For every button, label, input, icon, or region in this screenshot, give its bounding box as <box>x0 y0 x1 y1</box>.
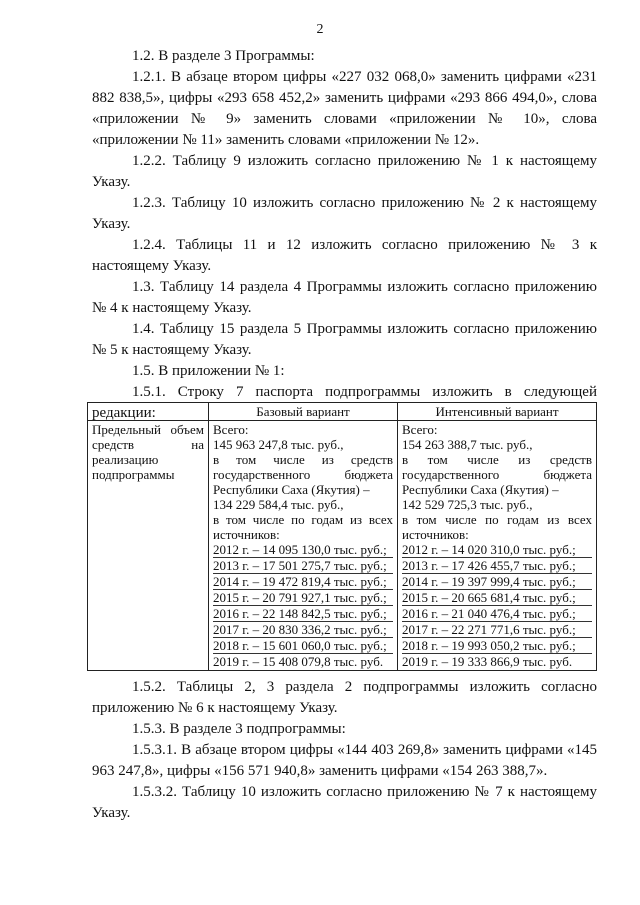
header-base-variant: Базовый вариант <box>209 403 398 421</box>
paragraph-1-2-4: 1.2.4. Таблицы 11 и 12 изложить согласно приложению № 3 к настоящему Указу. <box>92 237 597 274</box>
base-total-label: Всего: <box>213 422 249 437</box>
base-incl: в том числе из средств государственного бюджета Республики Саха (Якутия) – <box>213 452 393 497</box>
paragraph-1-2-3: 1.2.3. Таблицу 10 изложить согласно приложению № 2 к настоящему Указу. <box>92 195 597 232</box>
intensive-by-years: в том числе по годам из всех источников: <box>402 512 592 542</box>
passport-table <box>87 402 597 671</box>
paragraph-1-5-1: 1.5.1. Строку 7 паспорта подпрограммы изложить в следующей редакции: <box>92 384 597 421</box>
row-label-cell <box>88 421 209 671</box>
row-label: Предельный объем средств на реализацию подпрограммы <box>92 422 204 482</box>
header-empty-cell <box>88 403 209 421</box>
page-number: 2 <box>316 22 324 37</box>
paragraph-1-4: 1.4. Таблицу 15 раздела 5 Программы изложить согласно приложению № 5 к настоящему Указу. <box>92 321 597 358</box>
upper-text-block <box>92 46 597 424</box>
paragraph-1-2-2: 1.2.2. Таблицу 9 изложить согласно приложению № 1 к настоящему Указу. <box>92 153 597 190</box>
paragraph-1-2: 1.2. В разделе 3 Программы: <box>132 48 315 64</box>
intensive-variant-cell <box>398 421 597 671</box>
intensive-total-label: Всего: <box>402 422 438 437</box>
paragraph-1-5-3-2: 1.5.3.2. Таблицу 10 изложить согласно приложению № 7 к настоящему Указу. <box>92 784 597 821</box>
base-year-2019: 2019 г. – 15 408 079,8 тыс. руб. <box>213 654 384 669</box>
paragraph-1-5: 1.5. В приложении № 1: <box>132 363 285 379</box>
paragraph-1-5-3-1: 1.5.3.1. В абзаце втором цифры «144 403 269,8» заменить цифрами «145 963 247,8», цифры «156 571 940,8» заменить цифрами «154 263 388,7». <box>92 742 597 779</box>
base-year-2015: 2015 г. – 20 791 927,1 тыс. руб.; <box>213 590 393 606</box>
paragraph-1-5-2: 1.5.2. Таблицы 2, 3 раздела 2 подпрограммы изложить согласно приложению № 6 к настоящему Указу. <box>92 679 597 716</box>
base-year-2012: 2012 г. – 14 095 130,0 тыс. руб.; <box>213 542 393 558</box>
intensive-year-2016: 2016 г. – 21 040 476,4 тыс. руб.; <box>402 606 592 622</box>
intensive-year-2019: 2019 г. – 19 333 866,9 тыс. руб. <box>402 654 573 669</box>
intensive-year-2017: 2017 г. – 22 271 771,6 тыс. руб.; <box>402 622 592 638</box>
base-year-2013: 2013 г. – 17 501 275,7 тыс. руб.; <box>213 558 393 574</box>
paragraph-1-5-3: 1.5.3. В разделе 3 подпрограммы: <box>132 721 346 737</box>
lower-text-block <box>92 677 597 824</box>
intensive-year-2013: 2013 г. – 17 426 455,7 тыс. руб.; <box>402 558 592 574</box>
table-header-row <box>88 403 597 421</box>
base-variant-cell <box>209 421 398 671</box>
base-year-2014: 2014 г. – 19 472 819,4 тыс. руб.; <box>213 574 393 590</box>
intensive-incl: в том числе из средств государственного бюджета Республики Саха (Якутия) – <box>402 452 592 497</box>
base-budget: 134 229 584,4 тыс. руб., <box>213 497 344 512</box>
intensive-total: 154 263 388,7 тыс. руб., <box>402 437 533 452</box>
table-row <box>88 421 597 671</box>
intensive-year-2018: 2018 г. – 19 993 050,2 тыс. руб.; <box>402 638 592 654</box>
header-intensive-variant: Интенсивный вариант <box>398 403 597 421</box>
base-year-2018: 2018 г. – 15 601 060,0 тыс. руб.; <box>213 638 393 654</box>
base-year-2016: 2016 г. – 22 148 842,5 тыс. руб.; <box>213 606 393 622</box>
intensive-year-2015: 2015 г. – 20 665 681,4 тыс. руб.; <box>402 590 592 606</box>
intensive-budget: 142 529 725,3 тыс. руб., <box>402 497 533 512</box>
base-year-2017: 2017 г. – 20 830 336,2 тыс. руб.; <box>213 622 393 638</box>
paragraph-1-2-1: 1.2.1. В абзаце втором цифры «227 032 068,0» заменить цифрами «231 882 838,5», цифры «293 658 452,2» заменить цифрами «293 866 494,0», слова «приложении № 9» заменить словами «приложении № 10», слова «приложении № 11» заменить словами «приложении № 12». <box>92 69 597 148</box>
intensive-year-2014: 2014 г. – 19 397 999,4 тыс. руб.; <box>402 574 592 590</box>
paragraph-1-3: 1.3. Таблицу 14 раздела 4 Программы изложить согласно приложению № 4 к настоящему Указу. <box>92 279 597 316</box>
base-total: 145 963 247,8 тыс. руб., <box>213 437 344 452</box>
base-by-years: в том числе по годам из всех источников: <box>213 512 393 542</box>
intensive-year-2012: 2012 г. – 14 020 310,0 тыс. руб.; <box>402 542 592 558</box>
